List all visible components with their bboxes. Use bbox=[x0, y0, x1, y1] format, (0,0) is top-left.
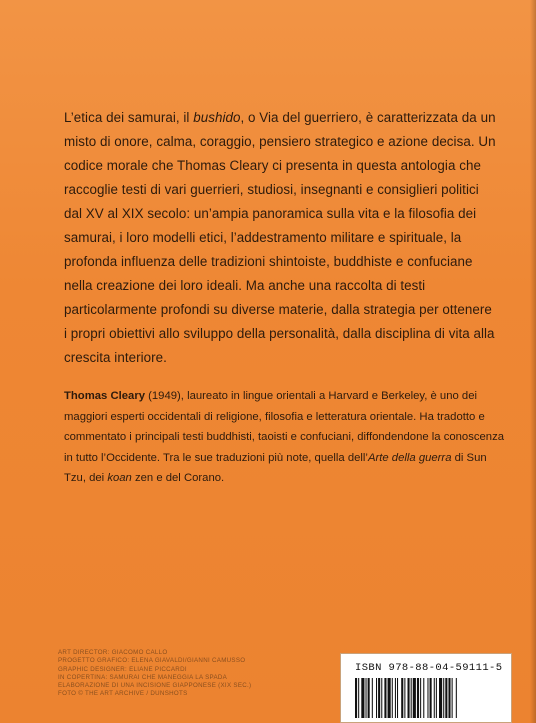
synopsis-segment: L’etica dei samurai, il bbox=[64, 110, 194, 125]
isbn-number: ISBN 978-88-04-59111-5 bbox=[355, 662, 503, 674]
barcode-bar bbox=[413, 678, 416, 718]
barcode-bar bbox=[395, 678, 396, 718]
credit-line: ART DIRECTOR: GIACOMO CALLO bbox=[58, 649, 168, 656]
barcode-bar bbox=[448, 678, 450, 718]
barcode-bar bbox=[452, 678, 453, 718]
barcode-bar bbox=[439, 678, 442, 718]
barcode-bar bbox=[443, 678, 444, 718]
barcode-bar bbox=[388, 678, 391, 718]
barcode-bar bbox=[430, 678, 432, 718]
barcode-bar bbox=[401, 678, 403, 718]
barcode-bar bbox=[417, 678, 419, 718]
synopsis-paragraph bbox=[64, 106, 498, 370]
credits-block bbox=[58, 649, 358, 699]
author-bio-segment: di Sun Tzu, dei bbox=[64, 451, 487, 484]
barcode-bar bbox=[456, 678, 457, 718]
barcode-bar bbox=[376, 678, 377, 718]
barcode-bar bbox=[445, 678, 447, 718]
credit-line: IN COPERTINA: SAMURAI CHE MANEGGIA LA SPADA bbox=[58, 673, 228, 681]
barcode-bar bbox=[420, 678, 421, 718]
synopsis-segment: bushido bbox=[193, 110, 241, 125]
author-bio-segment: (1949), laureato in lingue orientali a Harvard e Berkeley, è uno dei maggiori esperti occidentali di religione, filosofia e letteratura orientale. Ha tradotto e commentato i principali testi buddhisti, taoisti e confuciani, diffondendone la conoscenza in tutto l’Occidente. Tra le sue traduzioni più note, quella dell’ bbox=[64, 390, 505, 464]
barcode-bar bbox=[436, 678, 437, 718]
barcode-label bbox=[340, 653, 512, 723]
barcode-bar bbox=[358, 678, 359, 718]
barcode-bar bbox=[397, 678, 398, 718]
barcode-bar bbox=[355, 678, 357, 718]
author-bio-paragraph bbox=[64, 386, 504, 489]
barcode-bar bbox=[392, 678, 393, 718]
barcode-bar bbox=[408, 678, 410, 718]
barcode-icon bbox=[355, 678, 501, 718]
barcode-bar bbox=[427, 678, 428, 718]
credit-line: FOTO © THE ART ARCHIVE / DUNSHOTS bbox=[58, 690, 188, 698]
author-bio-segment: Arte della guerra bbox=[367, 451, 452, 464]
barcode-bar bbox=[381, 678, 382, 718]
spine-shadow bbox=[530, 0, 536, 723]
barcode-bar bbox=[372, 678, 373, 718]
barcode-bar bbox=[368, 678, 370, 718]
barcode-bar bbox=[361, 678, 364, 718]
barcode-bar bbox=[411, 678, 412, 718]
barcode-bar bbox=[384, 678, 386, 718]
credit-line: PROGETTO GRAFICO: ELENA GIAVALDI/GIANNI CAMUSSO bbox=[58, 657, 246, 665]
credit-line: ELABORAZIONE DI UNA INCISIONE GIAPPONESE (XIX SEC.) bbox=[58, 682, 252, 690]
author-bio-text bbox=[64, 386, 504, 489]
synopsis-text bbox=[64, 106, 498, 370]
barcode-bar bbox=[423, 678, 424, 718]
credit-line: GRAPHIC DESIGNER: ELIANE PICCARDI bbox=[58, 665, 187, 673]
author-bio-segment: zen e del Corano. bbox=[131, 472, 225, 484]
barcode-bar bbox=[434, 678, 435, 718]
barcode-bar bbox=[404, 678, 405, 718]
barcode-bar bbox=[366, 678, 367, 718]
author-bio-segment: koan bbox=[107, 472, 132, 484]
author-name: Thomas Cleary bbox=[64, 390, 145, 402]
barcode-bar bbox=[378, 678, 380, 718]
synopsis-segment: , o Via del guerriero, è caratterizzata da un misto di onore, calma, coraggio, pensiero strategico e azione decisa. Un codice morale che Thomas Cleary ci presenta in questa antologia che raccoglie testi di vari guerrieri, studiosi, insegnanti e consiglieri politici dal XV al XIX secolo: un’ampia panoramica sulla vita e la filosofia dei samurai, i loro modelli etici, l’addestramento militare e spirituale, la profonda influenza delle tradizioni shintoiste, buddhiste e confuciane nella creazione dei loro ideali. Ma anche una raccolta di testi particolarmente profondi su diverse materie, dalla strategia per ottenere i propri obiettivi allo sviluppo della personalità, dalla disciplina di vita alla crescita interiore. bbox=[64, 110, 496, 365]
